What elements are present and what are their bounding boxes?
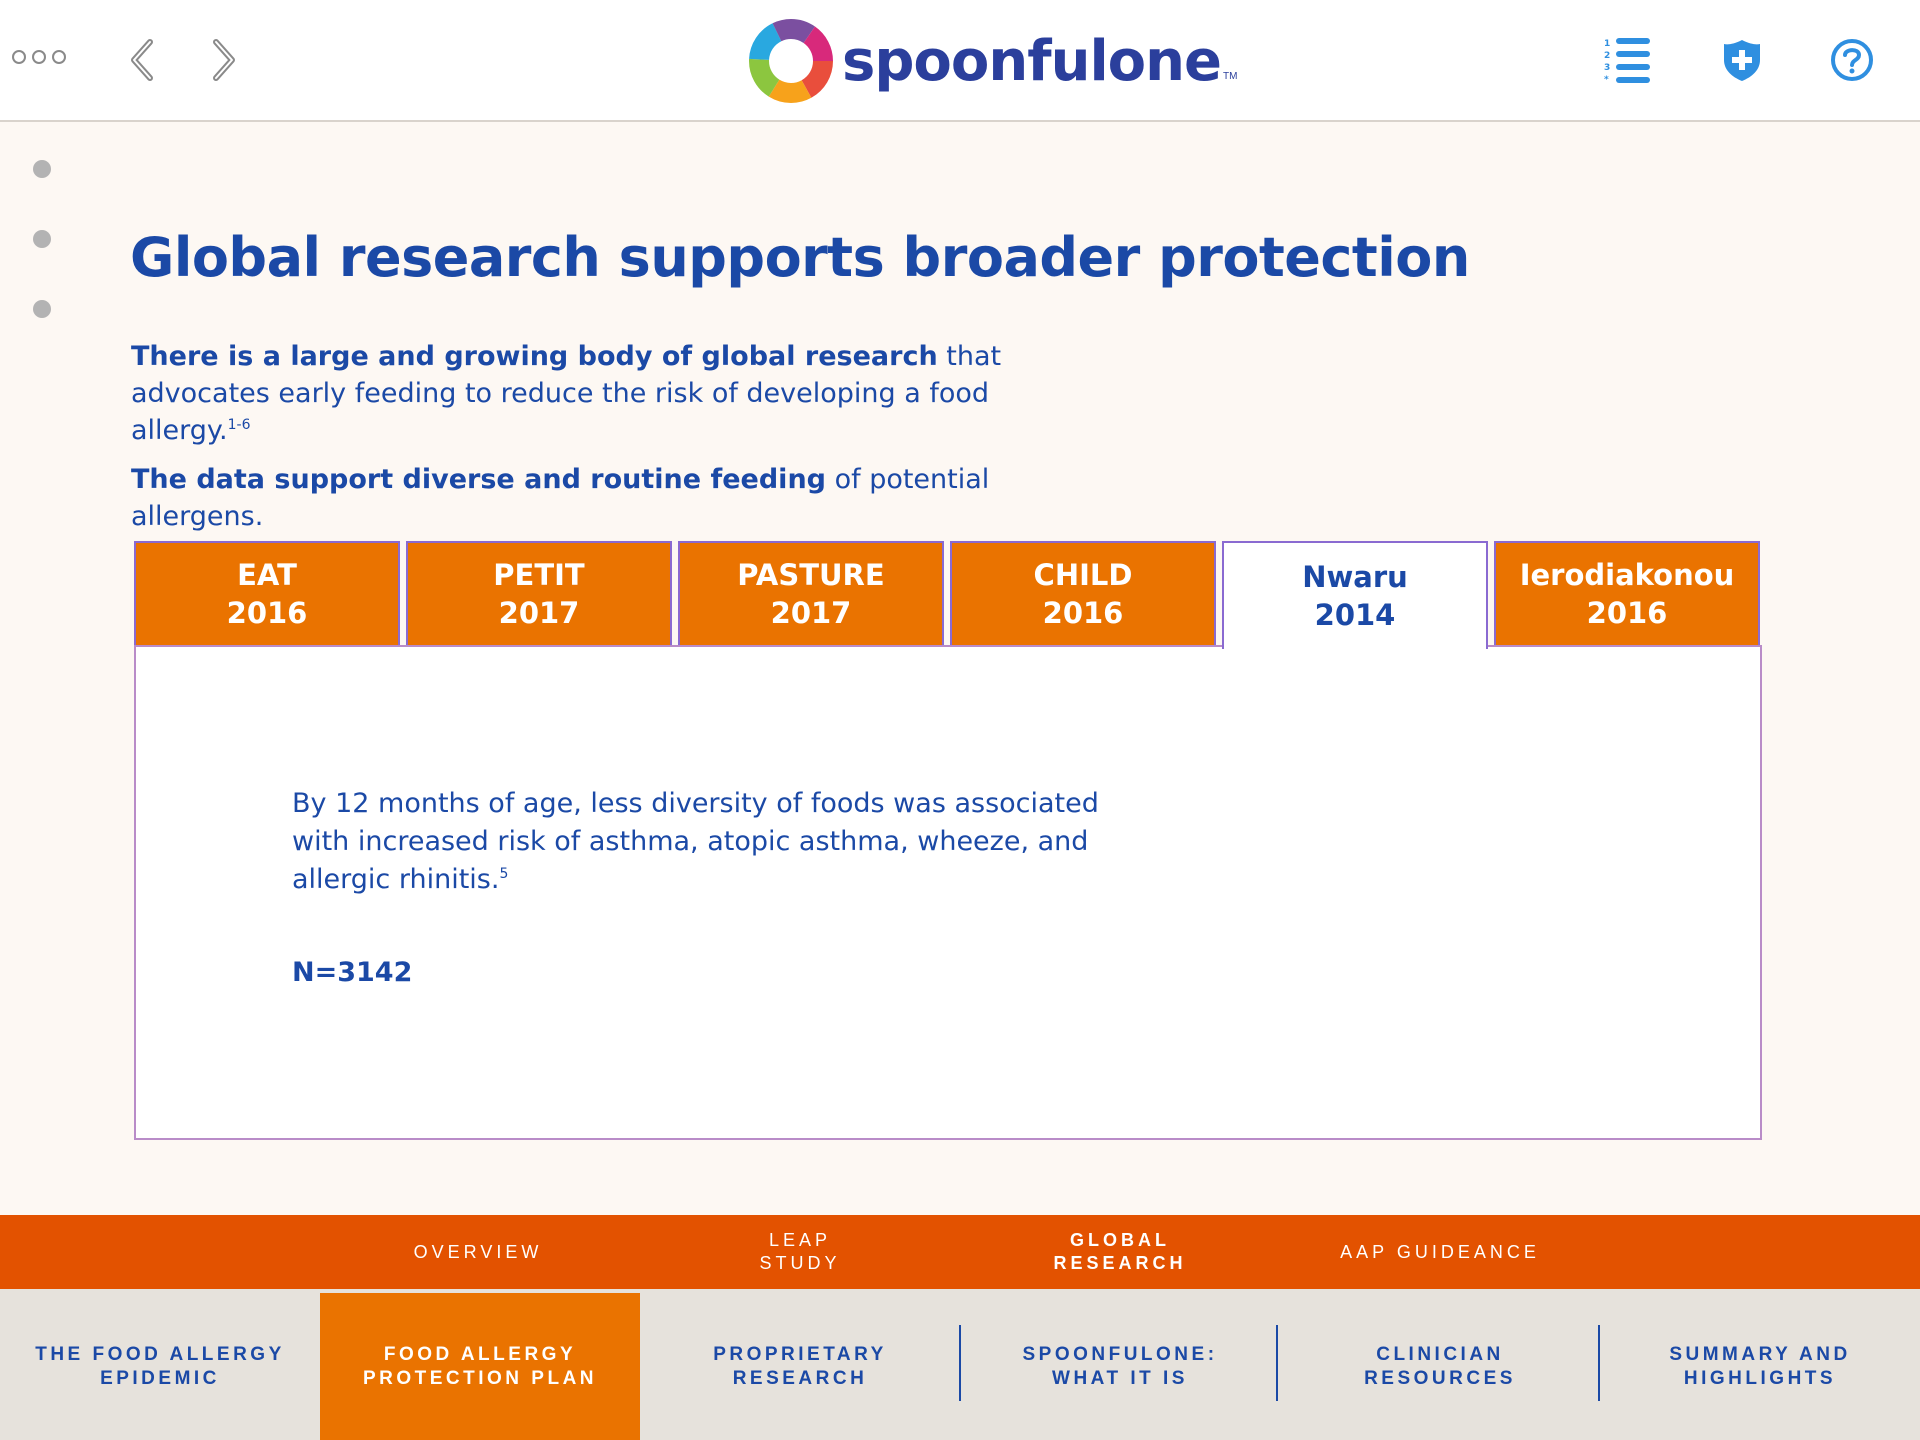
- nav-label: WHAT IT IS: [1052, 1367, 1188, 1389]
- subnav-label: AAP GUIDEANCE: [1340, 1241, 1540, 1262]
- tab-label: EAT: [237, 558, 297, 592]
- tab-label: CHILD: [1033, 558, 1133, 592]
- nav-label: PROTECTION PLAN: [362, 1367, 598, 1389]
- tab-label: PASTURE: [737, 558, 885, 592]
- section-subnav: [0, 1215, 1920, 1289]
- subnav-overview[interactable]: [348, 1215, 608, 1289]
- nav-proprietary-research[interactable]: [640, 1293, 960, 1440]
- study-summary-text: By 12 months of age, less diversity of foods was associated with increased risk of asthma, atopic asthma, wheeze, and allergic rhinitis.: [292, 788, 1099, 895]
- intro-paragraph-1: [131, 338, 1091, 449]
- shield-plus-icon[interactable]: [1716, 34, 1768, 86]
- intro-text: [131, 338, 1091, 547]
- tab-ierodiakonou[interactable]: [1494, 541, 1760, 645]
- nav-label: SUMMARY AND: [1669, 1343, 1851, 1365]
- nav-divider: [1276, 1325, 1278, 1401]
- nav-label: RESOURCES: [1364, 1367, 1516, 1389]
- intro-rest-2: of potential allergens.: [131, 464, 990, 532]
- logo-wordmark: spoonfulone: [842, 28, 1221, 94]
- nav-spoonfulone-what-it-is[interactable]: [960, 1293, 1280, 1440]
- subnav-global-research[interactable]: [990, 1215, 1250, 1289]
- tab-label: Ierodiakonou: [1519, 558, 1735, 592]
- logo-trademark: TM: [1222, 71, 1238, 82]
- subnav-aap-guidance[interactable]: [1310, 1215, 1570, 1289]
- subnav-label: STUDY: [759, 1253, 841, 1273]
- tab-label: PETIT: [493, 558, 585, 592]
- study-citation: 5: [499, 866, 509, 882]
- page-indicator: [33, 160, 51, 370]
- nav-label: PROPRIETARY: [713, 1343, 887, 1365]
- intro-rest-1: that advocates early feeding to reduce the risk of developing a food allergy.: [131, 341, 1002, 446]
- intro-paragraph-2: [131, 461, 1091, 535]
- tab-nwaru[interactable]: [1222, 541, 1488, 649]
- nav-label: CLINICIAN: [1376, 1343, 1504, 1365]
- numbered-list-icon[interactable]: [1602, 34, 1654, 86]
- nav-label: HIGHLIGHTS: [1683, 1367, 1837, 1389]
- study-tabs: [134, 541, 1762, 647]
- tab-year: 2017: [498, 596, 580, 630]
- subnav-label: GLOBAL: [1070, 1230, 1170, 1250]
- svg-text:2: 2: [1604, 51, 1611, 61]
- tab-petit[interactable]: [406, 541, 672, 645]
- nav-label: THE FOOD ALLERGY: [35, 1343, 285, 1365]
- tab-year: 2016: [1042, 596, 1124, 630]
- nav-food-allergy-epidemic[interactable]: [0, 1293, 320, 1440]
- subnav-label: OVERVIEW: [413, 1241, 543, 1262]
- tab-pasture[interactable]: [678, 541, 944, 645]
- study-summary: [292, 785, 1112, 899]
- nav-food-allergy-protection-plan[interactable]: [320, 1293, 640, 1440]
- nav-label: EPIDEMIC: [100, 1367, 220, 1389]
- intro-bold-1: There is a large and growing body of global research: [131, 341, 938, 372]
- nav-label: SPOONFULONE:: [1022, 1343, 1218, 1365]
- svg-text:*: *: [1604, 75, 1609, 85]
- page-dot[interactable]: [33, 160, 51, 178]
- sample-size: N=3142: [292, 957, 413, 988]
- app-header: [0, 0, 1920, 122]
- intro-citation: 1-6: [227, 417, 251, 433]
- tab-year: 2016: [1586, 596, 1668, 630]
- intro-bold-2: The data support diverse and routine feeding: [131, 464, 826, 495]
- page-title: Global research supports broader protection: [130, 226, 1470, 289]
- help-icon[interactable]: [1826, 34, 1878, 86]
- subnav-label: RESEARCH: [1053, 1253, 1187, 1273]
- more-icon[interactable]: [12, 50, 66, 64]
- tab-panel: [134, 645, 1762, 1140]
- tab-year: 2017: [770, 596, 852, 630]
- forward-arrow-icon[interactable]: [202, 36, 242, 84]
- spoonfulone-logo[interactable]: [748, 18, 1237, 104]
- svg-text:1: 1: [1604, 39, 1611, 49]
- nav-summary-and-highlights[interactable]: [1600, 1293, 1920, 1440]
- back-arrow-icon[interactable]: [124, 36, 164, 84]
- nav-label: FOOD ALLERGY: [383, 1343, 577, 1365]
- page-dot[interactable]: [33, 230, 51, 248]
- subnav-leap-study[interactable]: [670, 1215, 930, 1289]
- tab-year: 2016: [226, 596, 308, 630]
- svg-text:3: 3: [1604, 63, 1611, 73]
- page-dot[interactable]: [33, 300, 51, 318]
- tab-label: Nwaru: [1302, 560, 1408, 594]
- subnav-label: LEAP: [768, 1230, 832, 1250]
- tab-year: 2014: [1314, 598, 1396, 632]
- nav-label: RESEARCH: [732, 1367, 868, 1389]
- main-nav: [0, 1289, 1920, 1440]
- logo-ring-icon: [748, 18, 834, 104]
- tab-eat[interactable]: [134, 541, 400, 645]
- tab-child[interactable]: [950, 541, 1216, 645]
- nav-clinician-resources[interactable]: [1280, 1293, 1600, 1440]
